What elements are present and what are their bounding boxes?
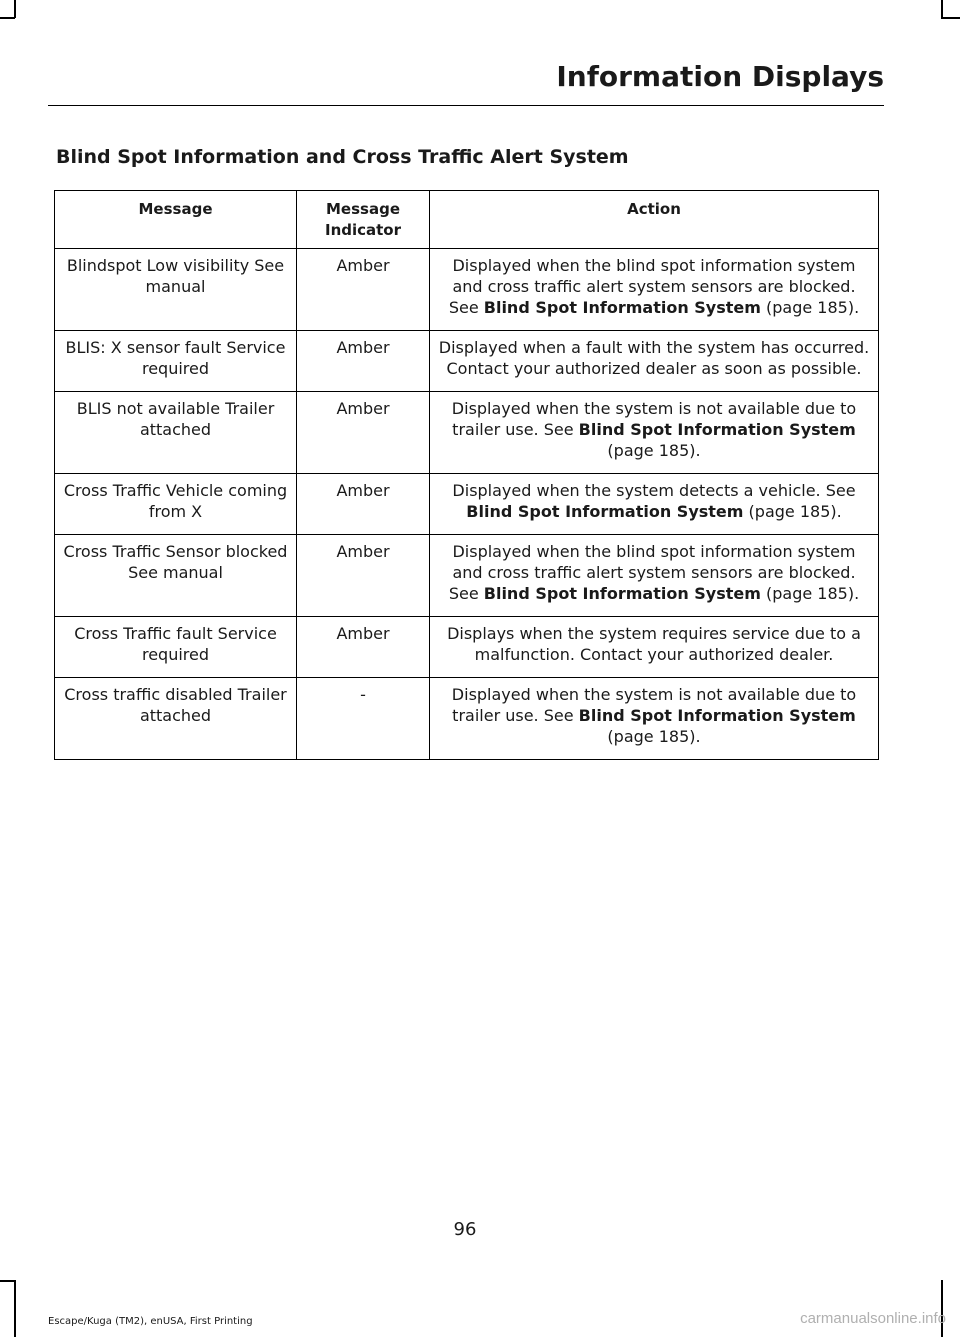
crop-mark bbox=[14, 0, 16, 18]
cross-reference-page: (page 185). bbox=[743, 502, 842, 521]
action-cell bbox=[430, 249, 879, 331]
table-row bbox=[55, 331, 879, 392]
action-cell bbox=[430, 617, 879, 678]
table-row bbox=[55, 249, 879, 331]
action-text: Displayed when the system detects a vehicle. See bbox=[452, 481, 856, 500]
indicator-cell: Amber bbox=[297, 331, 430, 392]
crop-mark bbox=[941, 0, 943, 18]
cross-reference-page: (page 185). bbox=[607, 727, 701, 746]
indicator-cell: Amber bbox=[297, 392, 430, 474]
table-row bbox=[55, 617, 879, 678]
action-text: Displayed when the blind spot information system and cross traffic alert system sensors are blocked. See bbox=[448, 542, 856, 603]
section-title: Blind Spot Information and Cross Traffic Alert System bbox=[56, 146, 629, 168]
message-cell: Cross traffic disabled Trailer attached bbox=[55, 678, 297, 760]
action-text: Displayed when the system is not available due to trailer use. See bbox=[451, 399, 857, 439]
action-text: Displayed when a fault with the system has occurred. Contact your authorized dealer as soon as possible. bbox=[438, 338, 870, 378]
crop-mark bbox=[0, 1280, 15, 1282]
indicator-cell: Amber bbox=[297, 474, 430, 535]
message-cell: BLIS not available Trailer attached bbox=[55, 392, 297, 474]
message-cell: Blindspot Low visibility See manual bbox=[55, 249, 297, 331]
page-header-title: Information Displays bbox=[556, 60, 884, 93]
cross-reference-page: (page 185). bbox=[760, 584, 860, 603]
message-cell: Cross Traffic Sensor blocked See manual bbox=[55, 535, 297, 617]
column-header-indicator bbox=[297, 191, 430, 249]
message-cell: Cross Traffic fault Service required bbox=[55, 617, 297, 678]
indicator-cell: Amber bbox=[297, 535, 430, 617]
message-cell: BLIS: X sensor fault Service required bbox=[55, 331, 297, 392]
crop-mark bbox=[14, 1280, 16, 1337]
table-row bbox=[55, 535, 879, 617]
cross-reference-link[interactable]: Blind Spot Information System bbox=[483, 298, 761, 317]
action-text: Displays when the system requires service due to a malfunction. Contact your authorized dealer. bbox=[447, 624, 861, 664]
indicator-cell: Amber bbox=[297, 249, 430, 331]
table-row bbox=[55, 678, 879, 760]
footer-edition: Escape/Kuga (TM2), enUSA, First Printing bbox=[48, 1316, 253, 1327]
messages-table bbox=[54, 190, 879, 760]
message-cell: Cross Traffic Vehicle coming from X bbox=[55, 474, 297, 535]
watermark: carmanualsonline.info bbox=[800, 1310, 946, 1327]
crop-mark bbox=[941, 1280, 943, 1337]
cross-reference-link[interactable]: Blind Spot Information System bbox=[483, 584, 761, 603]
action-cell bbox=[430, 678, 879, 760]
cross-reference-page: (page 185). bbox=[760, 298, 860, 317]
action-text: Displayed when the system is not available due to trailer use. See bbox=[451, 685, 857, 725]
action-cell bbox=[430, 331, 879, 392]
table-header-row bbox=[55, 191, 879, 249]
crop-mark bbox=[0, 17, 15, 19]
indicator-cell: - bbox=[297, 678, 430, 760]
cross-reference-page: (page 185). bbox=[607, 441, 701, 460]
column-header-action: Action bbox=[430, 191, 879, 249]
header-divider bbox=[48, 105, 884, 106]
cross-reference-link[interactable]: Blind Spot Information System bbox=[466, 502, 744, 521]
indicator-cell: Amber bbox=[297, 617, 430, 678]
column-header-indicator-label: Message Indicator bbox=[324, 200, 402, 239]
action-text: Displayed when the blind spot information system and cross traffic alert system sensors are blocked. See bbox=[448, 256, 856, 317]
table-row bbox=[55, 392, 879, 474]
crop-mark bbox=[941, 17, 960, 19]
table-row bbox=[55, 474, 879, 535]
cross-reference-link[interactable]: Blind Spot Information System bbox=[578, 706, 856, 725]
column-header-message: Message bbox=[55, 191, 297, 249]
action-cell bbox=[430, 474, 879, 535]
page-number: 96 bbox=[453, 1219, 477, 1240]
action-cell bbox=[430, 392, 879, 474]
cross-reference-link[interactable]: Blind Spot Information System bbox=[578, 420, 856, 439]
action-cell bbox=[430, 535, 879, 617]
